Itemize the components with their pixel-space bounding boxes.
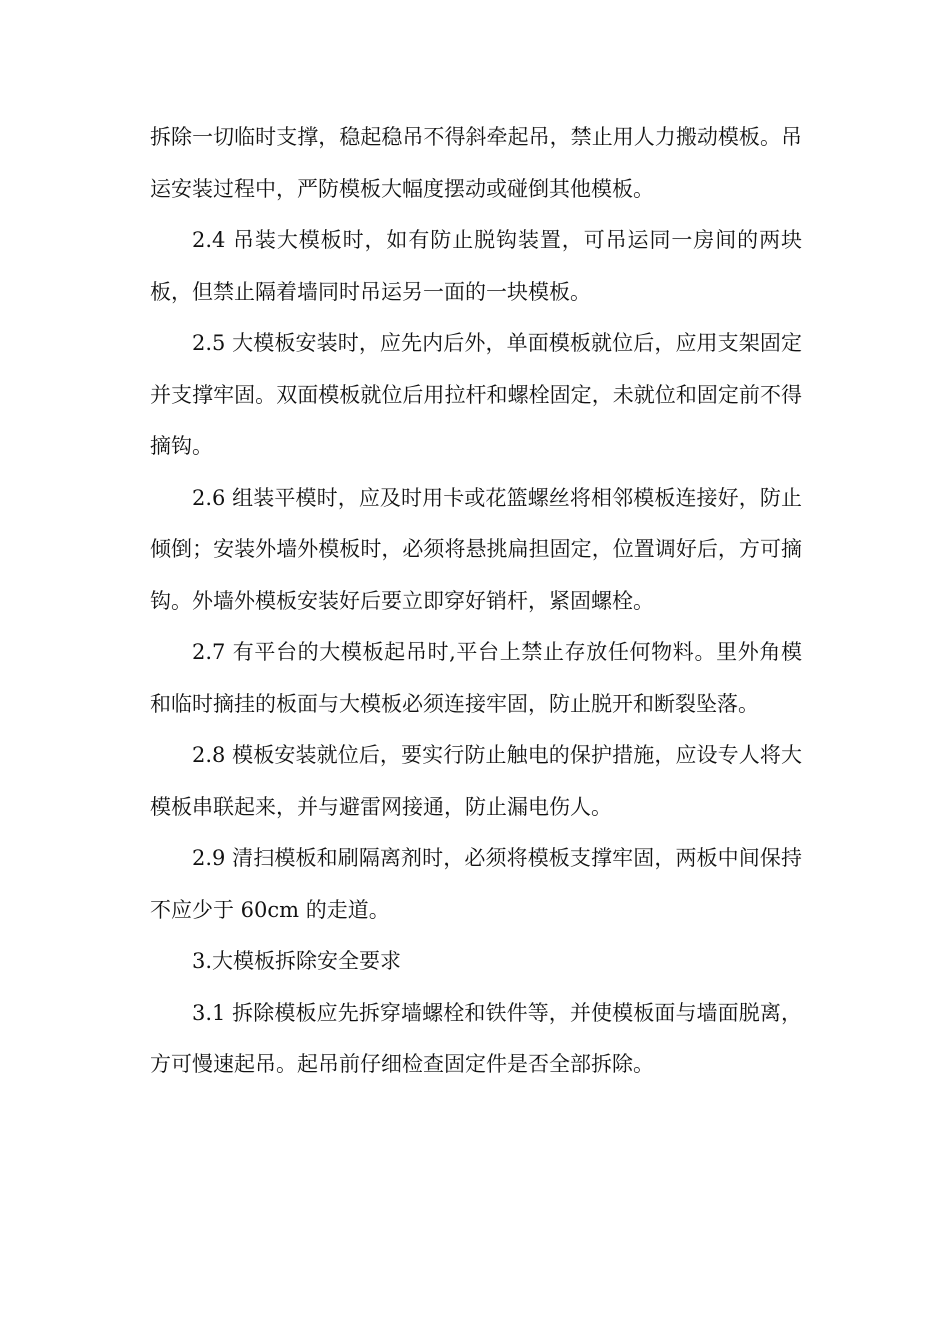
paragraph-2-6: 2.6 组装平模时，应及时用卡或花篮螺丝将相邻模板连接好，防止倾倒；安装外墙外模板时，必须将悬挑扁担固定，位置调好后，方可摘钩。外墙外模板安装好后要立即穿好销杆，紧固螺栓。 xyxy=(150,485,802,613)
document-body xyxy=(150,112,802,1091)
section-heading-3: 3.大模板拆除安全要求 xyxy=(192,949,402,973)
paragraph-2-8: 2.8 模板安装就位后，要实行防止触电的保护措施，应设专人将大模板串联起来，并与避雷网接通，防止漏电伤人。 xyxy=(150,743,802,819)
paragraph-2-9: 2.9 清扫模板和刷隔离剂时，必须将模板支撑牢固，两板中间保持不应少于 60cm 的走道。 xyxy=(150,846,802,922)
paragraph-2-5: 2.5 大模板安装时，应先内后外，单面模板就位后，应用支架固定并支撑牢固。双面模板就位后用拉杆和螺栓固定，未就位和固定前不得摘钩。 xyxy=(150,331,802,458)
paragraph-3-1: 3.1 拆除模板应先拆穿墙螺栓和铁件等，并使模板面与墙面脱离，方可慢速起吊。起吊前仔细检查固定件是否全部拆除。 xyxy=(150,1000,802,1076)
paragraph-2-7: 2.7 有平台的大模板起吊时,平台上禁止存放任何物料。里外角模和临时摘挂的板面与大模板必须连接牢固，防止脱开和断裂坠落。 xyxy=(150,640,802,716)
paragraph-2-4: 2.4 吊装大模板时，如有防止脱钩装置，可吊运同一房间的两块板，但禁止隔着墙同时吊运另一面的一块模板。 xyxy=(150,228,802,304)
paragraph-continuation: 拆除一切临时支撑，稳起稳吊不得斜牵起吊，禁止用人力搬动模板。吊运安装过程中，严防模板大幅度摆动或碰倒其他模板。 xyxy=(150,125,802,201)
